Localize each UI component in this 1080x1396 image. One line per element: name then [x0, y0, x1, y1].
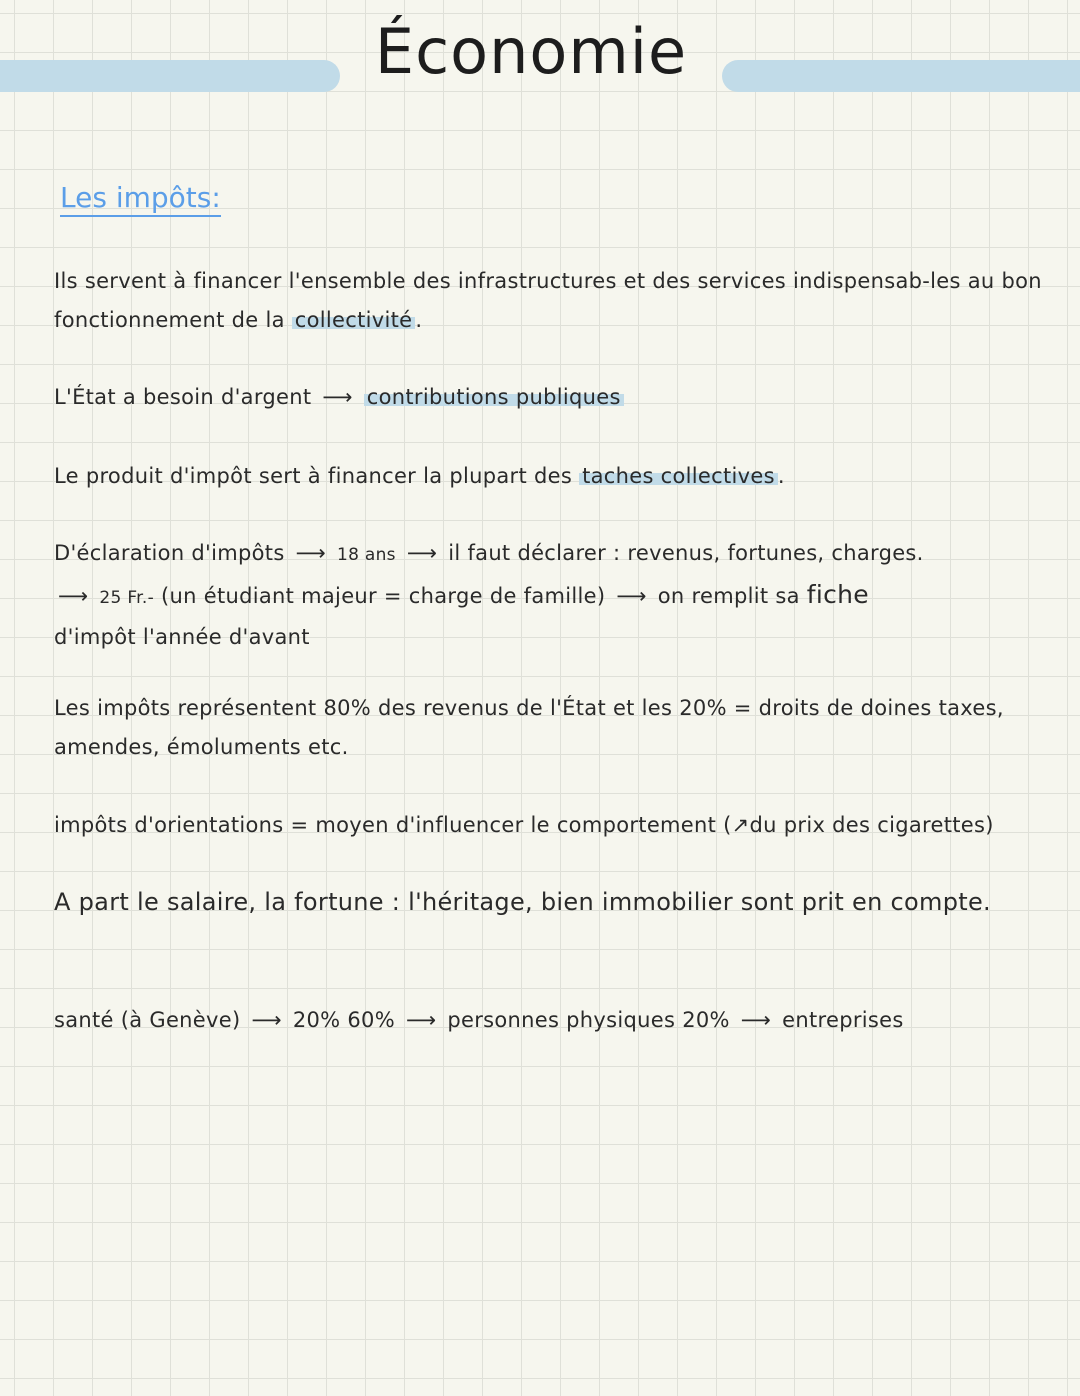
paragraph-revenus-etat [54, 689, 1066, 767]
paragraph-end: . [415, 308, 423, 332]
paragraph-sante-geneve [54, 1001, 1066, 1040]
title-bar-left-decoration [0, 60, 340, 92]
student-note: (un étudiant majeur = charge de famille) [161, 584, 606, 608]
arrow-right-icon: ⟶ [251, 1008, 282, 1032]
age-value: 18 ans [336, 545, 396, 565]
declaration-items: il faut déclarer : revenus, fortunes, charges. [448, 541, 924, 565]
paragraph-fortune [54, 883, 1066, 922]
declaration-label: D'éclaration d'impôts [54, 541, 285, 565]
sante-label: santé (à Genève) [54, 1008, 241, 1032]
entreprises: entreprises [782, 1008, 904, 1032]
fill-sheet-text: on remplit sa [657, 584, 800, 608]
paragraph-text: A part le salaire, la fortune : l'héritage, bien immobilier sont prit en compte. [54, 888, 991, 916]
paragraph-text: Le produit d'impôt sert à financer la plupart des [54, 464, 573, 488]
highlight-collectivite: collectivité [292, 308, 416, 332]
percent-values: 20% 60% [292, 1008, 395, 1032]
previous-year-text: d'impôt l'année d'avant [54, 625, 310, 649]
paragraph-etat-argent [54, 378, 1066, 417]
price-value: 25 Fr.- [99, 588, 155, 608]
fiche-word: fiche [806, 580, 869, 609]
paragraph-text: Les impôts représentent 80% des revenus de l'État et les 20% = droits de doines taxes, amendes, émoluments etc. [54, 696, 1004, 759]
paragraph-end: . [777, 464, 785, 488]
paragraph-text: L'État a besoin d'argent [54, 385, 312, 409]
arrow-right-icon: ⟶ [322, 385, 353, 409]
arrow-right-icon: ⟶ [58, 584, 89, 608]
page-title: Économie [374, 15, 688, 88]
paragraph-declaration [54, 534, 1066, 657]
paragraph-impots-orientation [54, 806, 1066, 845]
arrow-right-icon: ⟶ [405, 1008, 437, 1032]
paragraph-produit-impot [54, 457, 1066, 496]
arrow-right-icon: ⟶ [616, 584, 647, 608]
paragraph-text: impôts d'orientations = moyen d'influencer le comportement (↗du prix des cigarettes) [54, 813, 994, 837]
highlight-contributions: contributions publiques [364, 385, 624, 409]
arrow-right-icon: ⟶ [740, 1008, 772, 1032]
title-bar-right-decoration [722, 60, 1080, 92]
arrow-right-icon: ⟶ [295, 541, 326, 565]
paragraph-infrastructures [54, 262, 1066, 340]
personnes-physiques: personnes physiques 20% [447, 1008, 730, 1032]
paragraph-text: Ils servent à financer l'ensemble des infrastructures et des services indispensab-les au bon fonctionnement de la [54, 269, 1042, 332]
arrow-right-icon: ⟶ [406, 541, 438, 565]
section-heading: Les impôts: [60, 182, 221, 217]
highlight-taches: taches collectives [579, 464, 778, 488]
